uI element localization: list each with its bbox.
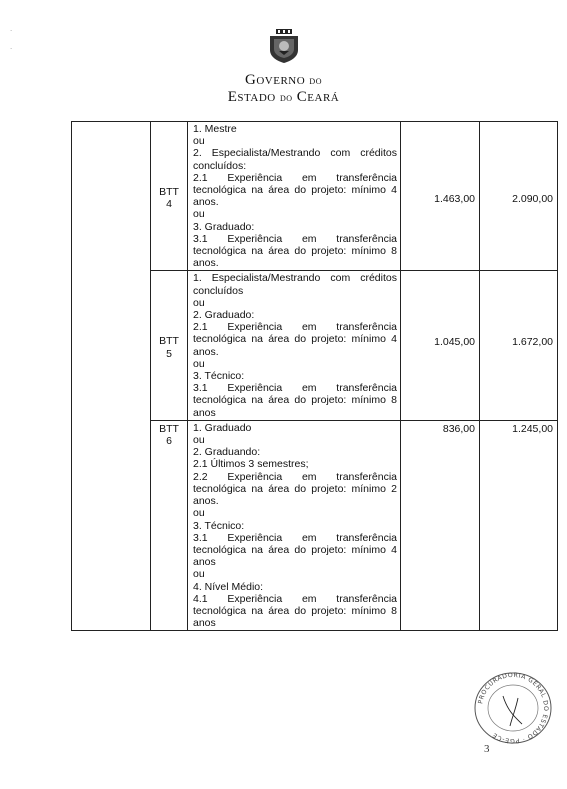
requirement-line: ou	[193, 507, 205, 520]
value-a-cell	[401, 420, 480, 630]
value-b: 1.245,00	[512, 422, 553, 435]
title-word-governo: Governo	[245, 72, 306, 88]
requirement-line: 3. Graduado:	[193, 220, 255, 233]
requirement-line: 2.1 Últimos 3 semestres;	[193, 458, 309, 471]
requirement-line: 4. Nível Médio:	[193, 580, 264, 593]
code-number: 5	[166, 347, 172, 360]
value-b: 2.090,00	[512, 193, 553, 205]
state-coat-of-arms-icon	[267, 28, 301, 64]
requirement-line: 2.2 Experiência em transferência tecnológica na área do projeto: mínimo 2 anos.	[193, 470, 397, 508]
requirement-line: 1. Mestre	[193, 123, 237, 135]
code-label: BTT	[159, 422, 179, 435]
requirement-line: ou	[193, 434, 205, 447]
requirements-cell	[188, 420, 401, 630]
requirement-line: 2. Graduado:	[193, 309, 255, 322]
requirement-line: 2. Especialista/Mestrando com créditos concluídos:	[193, 147, 397, 172]
value-a-cell	[401, 122, 480, 271]
official-seal-stamp	[470, 668, 556, 746]
value-b-cell	[480, 420, 558, 630]
requirement-line: 3.1 Experiência em transferência tecnológica na área do projeto: mínimo 4 anos	[193, 531, 397, 569]
value-a: 1.463,00	[434, 193, 475, 205]
value-a: 1.045,00	[434, 336, 475, 349]
title-word-ceara: Ceará	[296, 89, 340, 105]
page-header	[0, 28, 567, 106]
code-number: 6	[166, 435, 172, 448]
requirement-line: 1. Especialista/Mestrando com créditos concluídos	[193, 272, 397, 297]
requirement-line: 2.1 Experiência em transferência tecnológica na área do projeto: mínimo 4 anos.	[193, 321, 397, 358]
value-a: 836,00	[442, 422, 475, 435]
requirement-line: 3. Técnico:	[193, 370, 245, 383]
value-a-cell	[401, 271, 480, 420]
svg-text:PROCURADORIA GERAL DO ESTADO ·: PROCURADORIA GERAL DO ESTADO · PGE-CE	[477, 671, 550, 745]
code-cell	[151, 420, 188, 630]
requirement-line: 3.1 Experiência em transferência tecnológica na área do projeto: mínimo 8 anos	[193, 382, 397, 419]
code-label: BTT	[159, 186, 179, 198]
government-title-line2	[0, 89, 567, 106]
page-number: 3	[484, 743, 490, 755]
requirements-cell	[188, 271, 401, 420]
requirement-line: 2. Graduando:	[193, 446, 261, 459]
requirement-line: ou	[193, 357, 205, 370]
table-row	[72, 122, 558, 271]
requirement-line: ou	[193, 135, 205, 148]
requirements-cell	[188, 122, 401, 271]
requirement-line: 1. Graduado	[193, 421, 252, 434]
requirement-line: 2.1 Experiência em transferência tecnológica na área do projeto: mínimo 4 anos.	[193, 171, 397, 209]
requirement-line: 3. Técnico:	[193, 519, 245, 532]
title-word-do-2: do	[279, 92, 293, 104]
scan-artifacts: · ·	[10, 27, 13, 53]
requirement-line: ou	[193, 208, 205, 221]
code-label: BTT	[159, 335, 179, 348]
value-b-cell	[480, 122, 558, 271]
code-number: 4	[166, 198, 172, 211]
category-cell	[72, 122, 151, 631]
requirement-line: 3.1 Experiência em transferência tecnológica na área do projeto: mínimo 8 anos.	[193, 232, 397, 270]
scholarship-table	[71, 121, 558, 631]
code-cell	[151, 122, 188, 271]
code-cell	[151, 271, 188, 420]
value-b: 1.672,00	[512, 336, 553, 349]
title-word-estado: Estado	[227, 89, 276, 105]
requirement-line: ou	[193, 296, 205, 309]
title-word-do: do	[309, 75, 322, 87]
value-b-cell	[480, 271, 558, 420]
requirement-line: ou	[193, 568, 205, 581]
requirement-line: 4.1 Experiência em transferência tecnológica na área do projeto: mínimo 8 anos	[193, 592, 397, 630]
government-title-line1	[0, 72, 567, 89]
